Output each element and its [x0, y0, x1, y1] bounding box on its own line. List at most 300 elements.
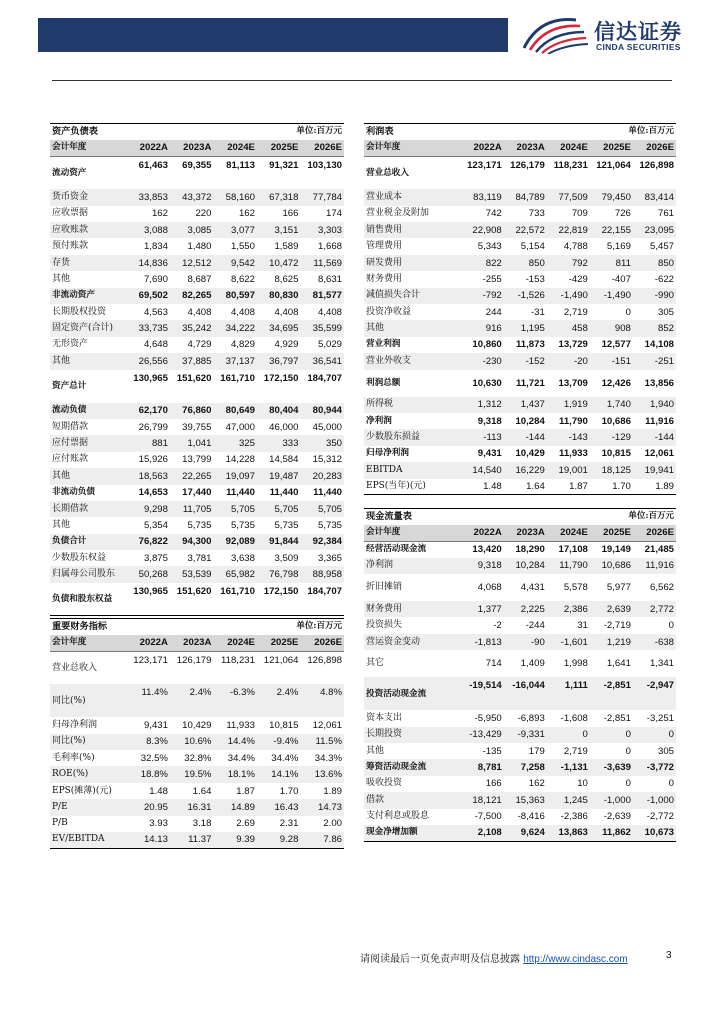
cell-value: 4,563	[143, 306, 168, 318]
cell-value: 94,300	[170, 534, 214, 550]
cell-value: 172,150	[257, 583, 301, 616]
table-row	[50, 255, 344, 271]
cell-value: 2,386	[547, 601, 590, 617]
cell-value: -16,044	[504, 677, 547, 710]
cell-value: -19,514	[461, 677, 504, 710]
cell-value: 23,095	[633, 222, 676, 238]
cell-value: 4,729	[187, 339, 212, 351]
cell-value: -1,131	[547, 759, 590, 775]
row-label: 吸收投资	[366, 778, 403, 789]
table-row	[364, 558, 676, 574]
table-row	[364, 238, 676, 254]
cell-value: -3,639	[590, 759, 633, 775]
table-row	[50, 320, 344, 336]
cell-value: 10,860	[472, 339, 502, 351]
cell-value: 5,705	[257, 501, 301, 517]
row-label: 毛利率(%)	[52, 752, 95, 763]
row-label: EBITDA	[364, 462, 461, 478]
cell-value: 34,222	[213, 320, 257, 336]
cell-value: 18.8%	[126, 766, 170, 782]
cell-value: -6.3%	[213, 684, 257, 717]
cell-value: 15,926	[138, 454, 168, 466]
brand-name-en: CINDA SECURITIES	[596, 42, 681, 52]
cell-value: 34.4%	[271, 752, 299, 764]
cell-value: 350	[300, 435, 344, 451]
cell-value: 62,170	[126, 403, 170, 419]
cell-value: 8,781	[461, 759, 504, 775]
year-header: 2023A	[504, 525, 547, 541]
cell-value: 179	[528, 745, 545, 757]
row-label: 管理费用	[366, 241, 403, 252]
row-label: 流动负债	[50, 403, 126, 419]
row-label: 投资活动现金流	[364, 677, 461, 710]
disclaimer-text: 请阅读最后一页免责声明及信息披露	[360, 954, 520, 965]
cell-value: 1,195	[504, 320, 547, 336]
cell-value: 3,875	[143, 552, 168, 564]
cell-value: 53,539	[170, 566, 214, 582]
cell-value: 121,064	[596, 159, 631, 171]
table-row	[50, 750, 344, 766]
cell-value: 10,429	[515, 448, 545, 460]
table-row	[50, 783, 344, 799]
unit-label: 单位:百万元	[547, 509, 676, 525]
table-title: 现金流量表	[364, 509, 547, 525]
cell-value: 9.39	[213, 832, 257, 848]
cell-value: 13,856	[644, 377, 674, 389]
cell-value: 121,064	[263, 654, 299, 666]
cell-value: -2,386	[560, 811, 588, 823]
table-row	[50, 222, 344, 238]
cell-value: -792	[461, 288, 504, 304]
cell-value: 325	[213, 435, 257, 451]
table-row	[364, 370, 676, 397]
cell-value: 14,653	[138, 487, 168, 499]
table-row	[50, 501, 344, 517]
table-row	[364, 156, 676, 189]
cell-value: 726	[614, 208, 631, 220]
cell-value: 10,429	[182, 719, 212, 731]
cell-value: 11,873	[515, 339, 545, 351]
cell-value: 908	[590, 320, 633, 336]
cell-value: 123,171	[467, 159, 502, 171]
cell-value: 3,303	[300, 222, 344, 238]
cell-value: 126,179	[176, 654, 212, 666]
cell-value: 14.1%	[257, 766, 301, 782]
cell-value: 9,298	[126, 501, 170, 517]
table-row	[50, 517, 344, 533]
cell-value: 130,965	[126, 583, 170, 616]
cell-value: 81,577	[300, 288, 344, 304]
cell-value: 8,687	[187, 273, 212, 285]
cell-value: 2.00	[323, 818, 342, 830]
cell-value: -113	[461, 429, 504, 445]
table-row	[50, 766, 344, 782]
cell-value: 3,151	[257, 222, 301, 238]
cell-value: 5,169	[606, 241, 631, 253]
cell-value: 162	[528, 778, 545, 790]
disclaimer-footer	[360, 950, 628, 965]
row-label: 非流动负债	[52, 487, 95, 498]
cell-value: 18,125	[590, 462, 633, 478]
row-label: 营业总收入	[52, 663, 98, 674]
cell-value: 37,885	[170, 353, 214, 369]
cell-value: 3,638	[230, 552, 255, 564]
row-label: 支付利息或股息	[366, 811, 430, 822]
cell-value: 4,788	[563, 241, 588, 253]
cell-value: 35,599	[300, 320, 344, 336]
table-row	[50, 206, 344, 222]
year-header: 2023A	[170, 635, 214, 651]
row-label: 借款	[364, 792, 461, 808]
table-row	[50, 534, 344, 550]
cell-value: 14.4%	[213, 734, 257, 750]
row-label: 无形资产	[52, 339, 89, 350]
cell-value: 10,686	[601, 415, 631, 427]
row-label: 营业利润	[366, 339, 401, 350]
cell-value: 714	[485, 658, 502, 670]
cell-value: -8,416	[517, 811, 545, 823]
cell-value: 46,000	[269, 421, 299, 433]
row-label: 归属母公司股东	[50, 566, 126, 582]
table-row	[364, 320, 676, 336]
cell-value: -135	[482, 745, 502, 757]
year-header-row	[50, 635, 344, 651]
cell-value: 10,630	[472, 377, 502, 389]
cell-value: -2,947	[633, 677, 676, 710]
cell-value: 1,409	[520, 658, 545, 670]
table-row	[50, 419, 344, 435]
cell-value: 37,137	[213, 353, 257, 369]
table-row	[50, 734, 344, 750]
income-grid	[364, 123, 676, 495]
cell-value: 126,898	[307, 654, 342, 666]
table-row	[364, 617, 676, 633]
table-row	[50, 832, 344, 848]
cell-value: 2.69	[236, 818, 255, 830]
cell-value: 1.89	[633, 479, 676, 495]
cell-value: 4,408	[274, 306, 299, 318]
table-row	[50, 816, 344, 832]
table-row	[364, 727, 676, 743]
cell-value: 3.93	[149, 818, 168, 830]
table-row	[50, 288, 344, 304]
table-row	[364, 601, 676, 617]
cell-value: 58,160	[213, 189, 257, 205]
cell-value: 5,154	[520, 241, 545, 253]
cell-value: 11,569	[300, 255, 344, 271]
year-header: 2025E	[257, 635, 301, 651]
cell-value: 5,354	[143, 520, 168, 531]
table-row	[50, 452, 344, 468]
cell-value: 161,710	[220, 372, 255, 384]
cell-value: 5,735	[274, 520, 299, 531]
cell-value: 83,414	[633, 189, 676, 205]
table-row	[50, 799, 344, 815]
year-header: 2023A	[504, 140, 547, 156]
cell-value: 9,624	[504, 825, 547, 841]
table-row	[50, 370, 344, 403]
cell-value: 18,563	[126, 468, 170, 484]
year-header: 2024E	[213, 635, 257, 651]
website-link[interactable]: http://www.cindasc.com	[523, 954, 628, 965]
table-row	[50, 566, 344, 582]
row-label: 研发费用	[364, 255, 461, 271]
cell-value: -9,331	[504, 727, 547, 743]
cell-value: 9,318	[461, 558, 504, 574]
row-label: ROE(%)	[50, 766, 126, 782]
cell-value: 65,982	[213, 566, 257, 582]
table-row	[364, 479, 676, 495]
cell-value: 11.5%	[300, 734, 344, 750]
table-row	[50, 717, 344, 733]
row-label: EPS(当年)(元)	[364, 479, 461, 495]
cell-value: 33,735	[126, 320, 170, 336]
row-label: 减值损失合计	[364, 288, 461, 304]
cell-value: 458	[547, 320, 590, 336]
row-label: 同比(%)	[50, 684, 126, 717]
cell-value: 0	[668, 778, 674, 790]
cell-value: 305	[657, 745, 674, 757]
cell-value: 13,709	[558, 377, 588, 389]
cell-value: 77,509	[547, 189, 590, 205]
cell-value: 2.4%	[257, 684, 301, 717]
cell-value: 1,740	[590, 397, 633, 413]
cell-value: 822	[461, 255, 504, 271]
cell-value: 792	[547, 255, 590, 271]
cell-value: -13,429	[461, 727, 504, 743]
cell-value: 7.86	[300, 832, 344, 848]
row-label: 净利润	[366, 415, 392, 426]
row-label: 货币资金	[50, 189, 126, 205]
cell-value: 4,408	[187, 306, 212, 318]
cell-value: 12,577	[601, 339, 631, 351]
cell-value: 0	[633, 727, 676, 743]
cell-value: 0	[547, 727, 590, 743]
row-label: 其他	[366, 745, 385, 756]
cell-value: 77,784	[300, 189, 344, 205]
cell-value: 5,705	[300, 501, 344, 517]
cell-value: -129	[590, 429, 633, 445]
table-row	[364, 792, 676, 808]
cell-value: 36,797	[257, 353, 301, 369]
year-header-row	[364, 525, 676, 541]
year-header: 2025E	[590, 525, 633, 541]
table-title: 重要财务指标	[50, 619, 213, 635]
balance-grid	[50, 123, 344, 616]
row-label: 负债和股东权益	[50, 583, 126, 616]
cell-value: 881	[126, 435, 170, 451]
cell-value: 118,231	[553, 159, 588, 171]
cell-value: 34,695	[257, 320, 301, 336]
row-label: 营业成本	[364, 189, 461, 205]
cell-value: 80,649	[213, 403, 257, 419]
cell-value: 305	[657, 306, 674, 318]
cell-value: 8,622	[230, 273, 255, 285]
row-label: 长期股权投资	[52, 306, 107, 317]
row-label: 净利润	[364, 558, 461, 574]
row-label: 其他	[52, 520, 71, 530]
row-label: 财务费用	[366, 273, 403, 284]
row-label: 营业总收入	[366, 168, 409, 179]
row-label: 固定资产(合计)	[50, 320, 126, 336]
year-header: 2022A	[461, 140, 504, 156]
cell-value: -2,851	[603, 712, 631, 724]
year-header: 2026E	[633, 140, 676, 156]
cell-value: 11,440	[313, 487, 342, 499]
cell-value: 5,977	[606, 582, 631, 594]
cell-value: 1.70	[279, 785, 299, 797]
cell-value: 1,589	[274, 241, 299, 253]
cell-value: -5,950	[474, 712, 502, 724]
cell-value: 10,815	[269, 719, 299, 731]
row-label: 利润总额	[366, 377, 401, 388]
cell-value: -244	[525, 620, 545, 632]
cell-value: 15,312	[312, 454, 342, 466]
row-label: 长期投资	[364, 727, 461, 743]
table-row	[364, 743, 676, 759]
table-row	[364, 271, 676, 287]
cell-value: 7,690	[143, 273, 168, 285]
indicators-grid	[50, 618, 344, 849]
table-row	[50, 353, 344, 369]
cell-value: 244	[485, 306, 502, 318]
cell-value: 5,705	[213, 501, 257, 517]
cell-value: 11,933	[226, 719, 255, 731]
row-label: 非流动资产	[50, 288, 126, 304]
cell-value: 1,219	[590, 634, 633, 650]
cell-value: 1,377	[461, 601, 504, 617]
cell-value: 91,321	[269, 159, 299, 171]
row-label: 财务费用	[364, 601, 461, 617]
cell-value: 184,707	[300, 583, 344, 616]
cell-value: 151,620	[176, 372, 212, 384]
row-label: 所得税	[364, 397, 461, 413]
unit-label: 单位:百万元	[213, 124, 344, 140]
cell-value: 220	[195, 208, 212, 220]
cell-value: 14,228	[225, 454, 255, 466]
cell-value: 162	[238, 208, 255, 220]
cell-value: 80,597	[213, 288, 257, 304]
cashflow-grid	[364, 508, 676, 842]
table-row	[364, 353, 676, 369]
cell-value: 852	[633, 320, 676, 336]
table-row	[50, 583, 344, 616]
cell-value: 12,512	[170, 255, 214, 271]
cell-value: 1,480	[187, 241, 212, 253]
cell-value: 76,822	[126, 534, 170, 550]
cell-value: 9,431	[477, 448, 502, 460]
row-label: 同比(%)	[50, 734, 126, 750]
cell-value: -2	[493, 620, 502, 632]
cell-value: 13,420	[472, 544, 502, 556]
cell-value: 14.89	[213, 799, 257, 815]
cell-value: 3.18	[192, 818, 212, 830]
table-row	[364, 189, 676, 205]
cell-value: -407	[611, 273, 631, 285]
cinda-logo	[520, 12, 710, 56]
cell-value: 11,440	[269, 487, 299, 499]
cell-value: 19.5%	[170, 766, 214, 782]
cell-value: 5,457	[649, 241, 674, 253]
cell-value: 18.1%	[213, 766, 257, 782]
cell-value: 761	[657, 208, 674, 220]
cell-value: 19,097	[213, 468, 257, 484]
row-label: 短期借款	[52, 421, 89, 432]
cell-value: 10,686	[590, 558, 633, 574]
cell-value: 103,130	[307, 159, 342, 171]
cell-value: 5,735	[230, 520, 255, 531]
cell-value: -31	[530, 306, 545, 318]
cell-value: 17,108	[558, 544, 588, 556]
cell-value: 1,245	[547, 792, 590, 808]
cell-value: 0	[590, 727, 633, 743]
cell-value: 92,384	[300, 534, 344, 550]
table-row	[364, 222, 676, 238]
cell-value: 11.4%	[126, 684, 170, 717]
cell-value: -1,490	[590, 288, 633, 304]
cell-value: 11,440	[226, 487, 255, 499]
cell-value: 14,540	[461, 462, 504, 478]
cell-value: 123,171	[133, 654, 168, 666]
cell-value: -1,526	[504, 288, 547, 304]
cell-value: 1.89	[323, 785, 342, 797]
cell-value: 709	[571, 208, 588, 220]
cell-value: 16.43	[257, 799, 301, 815]
cell-value: 4,068	[477, 582, 502, 594]
row-label: 经营活动现金流	[366, 544, 427, 555]
cell-value: 174	[325, 208, 342, 220]
cell-value: 0	[668, 620, 674, 632]
cell-value: 81,113	[226, 159, 255, 171]
cell-value: 12,061	[312, 719, 342, 731]
fiscal-year-label: 会计年度	[364, 525, 461, 541]
cell-value: 1,641	[606, 658, 631, 670]
cell-value: 10	[577, 778, 588, 790]
cell-value: 22,265	[170, 468, 214, 484]
header-rule	[52, 80, 672, 81]
year-header-row	[50, 140, 344, 156]
table-row	[50, 550, 344, 566]
cell-value: 1.48	[461, 479, 504, 495]
fiscal-year-label: 会计年度	[50, 635, 126, 651]
cell-value: 11,790	[559, 415, 588, 427]
cell-value: 14.73	[300, 799, 344, 815]
table-row	[50, 468, 344, 484]
cell-value: 11,916	[633, 558, 676, 574]
cell-value: 8.3%	[126, 734, 170, 750]
cell-value: 3,088	[126, 222, 170, 238]
table-row	[364, 462, 676, 478]
cell-value: 4,929	[274, 339, 299, 351]
table-row	[364, 677, 676, 710]
cell-value: 1,668	[317, 241, 342, 253]
year-header-row	[364, 140, 676, 156]
row-label: 应付票据	[50, 435, 126, 451]
row-label: 长期借款	[50, 501, 126, 517]
cell-value: -151	[590, 353, 633, 369]
cell-value: 1,550	[230, 241, 255, 253]
cell-value: -90	[504, 634, 547, 650]
cell-value: 17,440	[182, 487, 212, 499]
cell-value: 2,225	[504, 601, 547, 617]
row-label: 应收票据	[52, 208, 89, 219]
cell-value: -2,639	[603, 811, 631, 823]
row-label: 营运资金变动	[364, 634, 461, 650]
year-header: 2024E	[547, 525, 590, 541]
cell-value: 35,242	[170, 320, 214, 336]
cell-value: 11,705	[170, 501, 214, 517]
cell-value: 3,509	[274, 552, 299, 564]
